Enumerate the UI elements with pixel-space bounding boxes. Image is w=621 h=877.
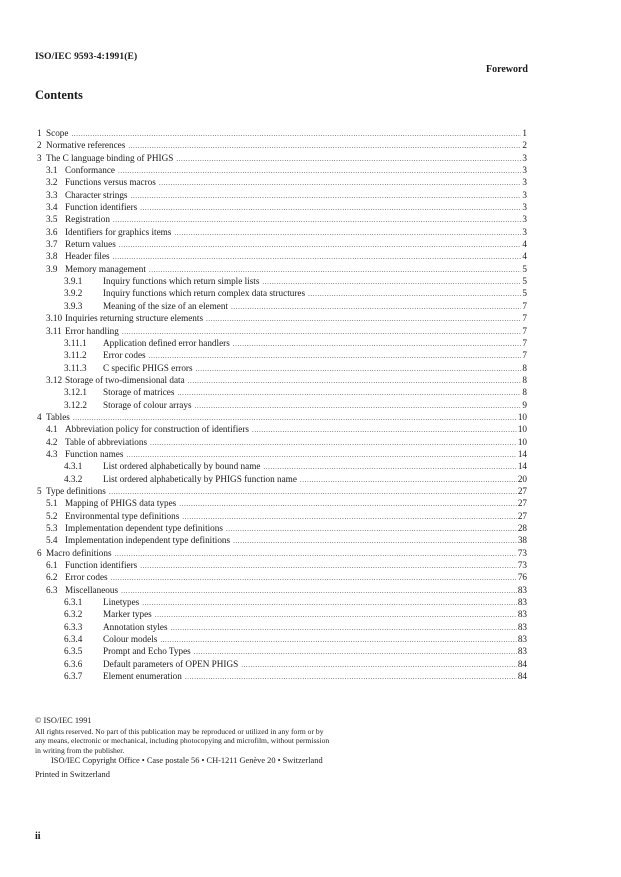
toc-entry-number: 6.1 [46,560,58,571]
toc-entry-number: 6.3.6 [64,658,83,669]
toc-entry [37,263,527,275]
toc-entry [37,485,527,497]
toc-entry-page: 83 [517,597,527,608]
toc-entry [37,238,527,250]
toc-entry [37,423,527,435]
toc-entry-page: 20 [517,473,527,484]
toc-entry-page: 14 [517,448,527,459]
toc-entry-title: Function identifiers [65,202,138,213]
toc-entry-number: 4.3.1 [64,461,83,472]
toc-entry-page: 83 [517,646,527,657]
toc-entry-page: 2 [522,140,527,151]
toc-entry-number: 3.12.1 [64,387,87,398]
toc-entry-page: 3 [522,202,527,213]
toc-entry-title: Storage of colour arrays [103,399,192,410]
copyright-office: ISO/IEC Copyright Office • Case postale 56 • CH-1211 Genève 20 • Switzerland [51,756,323,766]
toc-entry-title: Conformance [65,165,116,176]
page-title: Contents [35,88,83,102]
toc-entry [37,399,527,411]
printed-location: Printed in Switzerland [35,770,110,779]
toc-entry [37,201,527,213]
toc-entry-number: 3.12 [46,374,63,385]
toc-entry-title: Default parameters of OPEN PHIGS [103,658,239,669]
toc-entry-number: 3.12.2 [64,399,87,410]
toc-entry-number: 3.9 [46,263,58,274]
toc-entry [37,436,527,448]
toc-entry-number: 6.3.1 [64,597,83,608]
toc-entry-title: Implementation dependent type definitions [65,523,223,533]
toc-entry-title: Storage of matrices [103,387,175,398]
toc-entry-page: 3 [522,214,527,225]
toc-entry-title: Macro definitions [46,547,112,558]
toc-entry-page: 27 [517,510,527,521]
toc-entry-title: Functions versus macros [65,177,156,188]
toc-entry-number: 3.7 [46,239,58,250]
toc-entry-number: 4.1 [46,424,58,435]
toc-entry-number: 3.11 [46,325,62,336]
toc-entry [37,411,527,423]
toc-entry [37,176,527,188]
toc-entry-number: 3.4 [46,202,58,213]
toc-entry-number: 5.4 [46,535,58,546]
toc-entry [37,473,527,485]
toc-entry-number: 6.3.3 [64,621,83,632]
toc-entry [37,633,527,645]
toc-entry-number: 6.3.4 [64,634,83,645]
toc-entry-title: Miscellaneous [65,584,119,595]
toc-entry-number: 4.3 [46,448,58,459]
toc-entry [37,658,527,670]
toc-entry-title: Scope [46,128,69,138]
toc-entry-page: 10 [517,424,527,435]
toc-entry-title: Type definitions [46,485,106,496]
toc-entry-title: Element enumeration [103,671,182,682]
toc-entry-title: Identifiers for graphics items [65,226,172,237]
toc-entry-page: 7 [522,337,527,348]
toc-entry-title: Inquiry functions which return complex data structures [103,288,306,299]
copyright-line: in writing from the publisher. [35,745,125,755]
toc-entry [37,460,527,472]
toc-entry [37,547,527,559]
toc-entry-number: 4.2 [46,436,58,447]
section-heading: Foreword [485,64,528,75]
toc-entry-number: 3.11.2 [64,350,87,361]
toc-entry [37,374,527,386]
toc-entry-title: Marker types [103,609,152,620]
toc-entry-number: 3.11.3 [64,362,87,373]
toc-entry [37,670,527,682]
toc-entry-number: 2 [37,140,42,151]
toc-entry-number: 6.3.7 [64,671,83,682]
toc-entry-number: 3.3 [46,189,58,200]
toc-entry-number: 5.2 [46,510,58,521]
copyright-line: All rights reserved. No part of this publication may be reproduced or utilized in any form or by [35,726,324,736]
toc-entry-title: Environmental type definitions [65,510,180,521]
toc-entry-title: Implementation independent type definitions [65,535,231,546]
toc-entry-title: Function names [65,448,124,459]
toc-entry-number: 3.6 [46,226,58,237]
toc-entry-number: 6.3.5 [64,646,83,657]
toc-entry-title: List ordered alphabetically by bound name [103,461,261,472]
toc-entry-page: 73 [517,560,527,571]
toc-entry-number: 5 [37,485,42,496]
toc-entry-page: 4 [522,239,527,250]
toc-entry-number: 5.1 [46,498,58,509]
toc-entry-page: 84 [517,658,527,669]
toc-entry-title: C specific PHIGS errors [103,362,193,373]
toc-entry-title: Memory management [65,263,146,274]
toc-entry-page: 27 [517,485,527,496]
toc-entry-page: 1 [522,128,527,138]
toc-entry-title: Registration [65,214,110,225]
toc-entry [37,139,527,151]
toc-entry-page: 83 [517,621,527,632]
toc-entry [37,362,527,374]
toc-entry-page: 8 [522,387,527,398]
toc-entry-title: Colour models [103,634,158,645]
toc-entry [37,584,527,596]
toc-entry [37,213,527,225]
toc-entry-number: 1 [37,128,42,138]
toc-entry [37,497,527,509]
toc-entry-number: 6 [37,547,42,558]
toc-entry [37,325,527,337]
toc-entry-title: Abbreviation policy for construction of identifiers [65,424,249,435]
toc-entry [37,300,527,312]
copyright-line: any means, electronic or mechanical, including photocopying and microfilm, without permission [35,736,330,746]
toc-entry-page: 3 [522,177,527,188]
toc-entry-title: Linetypes [103,597,140,608]
toc-entry-page: 83 [517,609,527,620]
toc-entry [37,287,527,299]
toc-entry [37,152,527,164]
toc-entry-page: 73 [517,547,527,558]
toc-entry-title: Meaning of the size of an element [103,300,229,311]
toc-entry-title: Function identifiers [65,560,138,571]
toc-entry [37,275,527,287]
toc-entry [37,337,527,349]
toc-entry [37,608,527,620]
toc-entry [37,312,527,324]
page-number: ii [35,831,41,842]
toc-entry [37,189,527,201]
toc-entry-title: Header files [65,251,110,262]
toc-entry-page: 9 [522,399,527,410]
toc-entry-page: 5 [522,263,527,274]
toc-entry-number: 3.11.1 [64,337,87,348]
copyright-notice: © ISO/IEC 1991 [35,716,92,725]
toc-entry [37,522,527,534]
toc-entry-number: 3.10 [46,313,63,324]
toc-entry-page: 4 [522,251,527,262]
toc-entry-title: Character strings [65,189,128,200]
toc-entry-number: 3.5 [46,214,58,225]
toc-entry-number: 6.2 [46,572,58,583]
toc-entry-page: 84 [517,671,527,682]
toc-entry-page: 83 [517,634,527,645]
toc-entry-page: 7 [522,300,527,311]
toc-entry-title: Storage of two-dimensional data [65,374,185,385]
toc-entry-page: 8 [522,362,527,373]
toc-entry [37,164,527,176]
toc-entry-page: 10 [517,436,527,447]
toc-entry-page: 3 [522,189,527,200]
toc-entry-title: Normative references [46,140,126,151]
toc-entry [37,645,527,657]
toc-entry-number: 4.3.2 [64,473,83,484]
toc-entry-number: 6.3.2 [64,609,83,620]
toc-entry-title: Inquiry functions which return simple lists [103,276,260,287]
toc-entry-page: 7 [522,313,527,324]
toc-entry-page: 14 [517,461,527,472]
table-of-contents [37,127,527,682]
toc-entry [37,386,527,398]
toc-entry-page: 7 [522,325,527,336]
toc-entry [37,127,527,139]
toc-entry-number: 3.9.1 [64,276,83,287]
toc-entry-page: 8 [522,374,527,385]
toc-entry-title: Error handling [65,325,119,336]
toc-entry-page: 27 [517,498,527,509]
toc-entry-title: Return values [65,239,116,250]
toc-entry [37,534,527,546]
toc-entry-title: Error codes [65,572,108,583]
toc-entry-page: 3 [522,152,527,163]
toc-entry-page: 5 [522,276,527,287]
toc-entry-page: 76 [517,572,527,583]
toc-entry-title: Table of abbreviations [65,436,148,447]
toc-entry-title: Application defined error handlers [103,337,230,348]
toc-entry-title: Mapping of PHIGS data types [65,498,177,509]
copyright-block [35,716,395,766]
toc-entry-page: 38 [517,535,527,546]
toc-entry-title: Tables [46,411,70,422]
toc-entry-title: Error codes [103,350,146,361]
toc-entry-number: 4 [37,411,42,422]
toc-entry-number: 3 [37,152,42,163]
toc-entry-number: 3.9.2 [64,288,83,299]
toc-entry-page: 28 [517,523,527,533]
toc-entry [37,596,527,608]
toc-entry [37,349,527,361]
toc-entry-title: Annotation styles [103,621,168,632]
toc-entry-page: 83 [517,584,527,595]
toc-entry-page: 3 [522,226,527,237]
toc-entry [37,226,527,238]
toc-entry-number: 3.9.3 [64,300,83,311]
toc-entry-number: 3.2 [46,177,58,188]
toc-entry-number: 3.1 [46,165,58,176]
toc-entry-number: 6.3 [46,584,58,595]
toc-entry-title: List ordered alphabetically by PHIGS function name [103,473,297,484]
toc-entry-number: 5.3 [46,523,58,533]
toc-entry [37,448,527,460]
toc-entry [37,510,527,522]
toc-entry-page: 3 [522,165,527,176]
toc-entry-page: 5 [522,288,527,299]
dot-leader [185,671,517,683]
standard-designation: ISO/IEC 9593-4:1991(E) [35,52,138,62]
toc-entry-page: 7 [522,350,527,361]
toc-entry-title: The C language binding of PHIGS [46,152,174,163]
toc-entry [37,621,527,633]
toc-entry-title: Prompt and Echo Types [103,646,191,657]
toc-entry [37,559,527,571]
toc-entry [37,250,527,262]
toc-entry-page: 10 [517,411,527,422]
toc-entry-title: Inquiries returning structure elements [65,313,204,324]
toc-entry-number: 3.8 [46,251,58,262]
toc-entry [37,571,527,583]
